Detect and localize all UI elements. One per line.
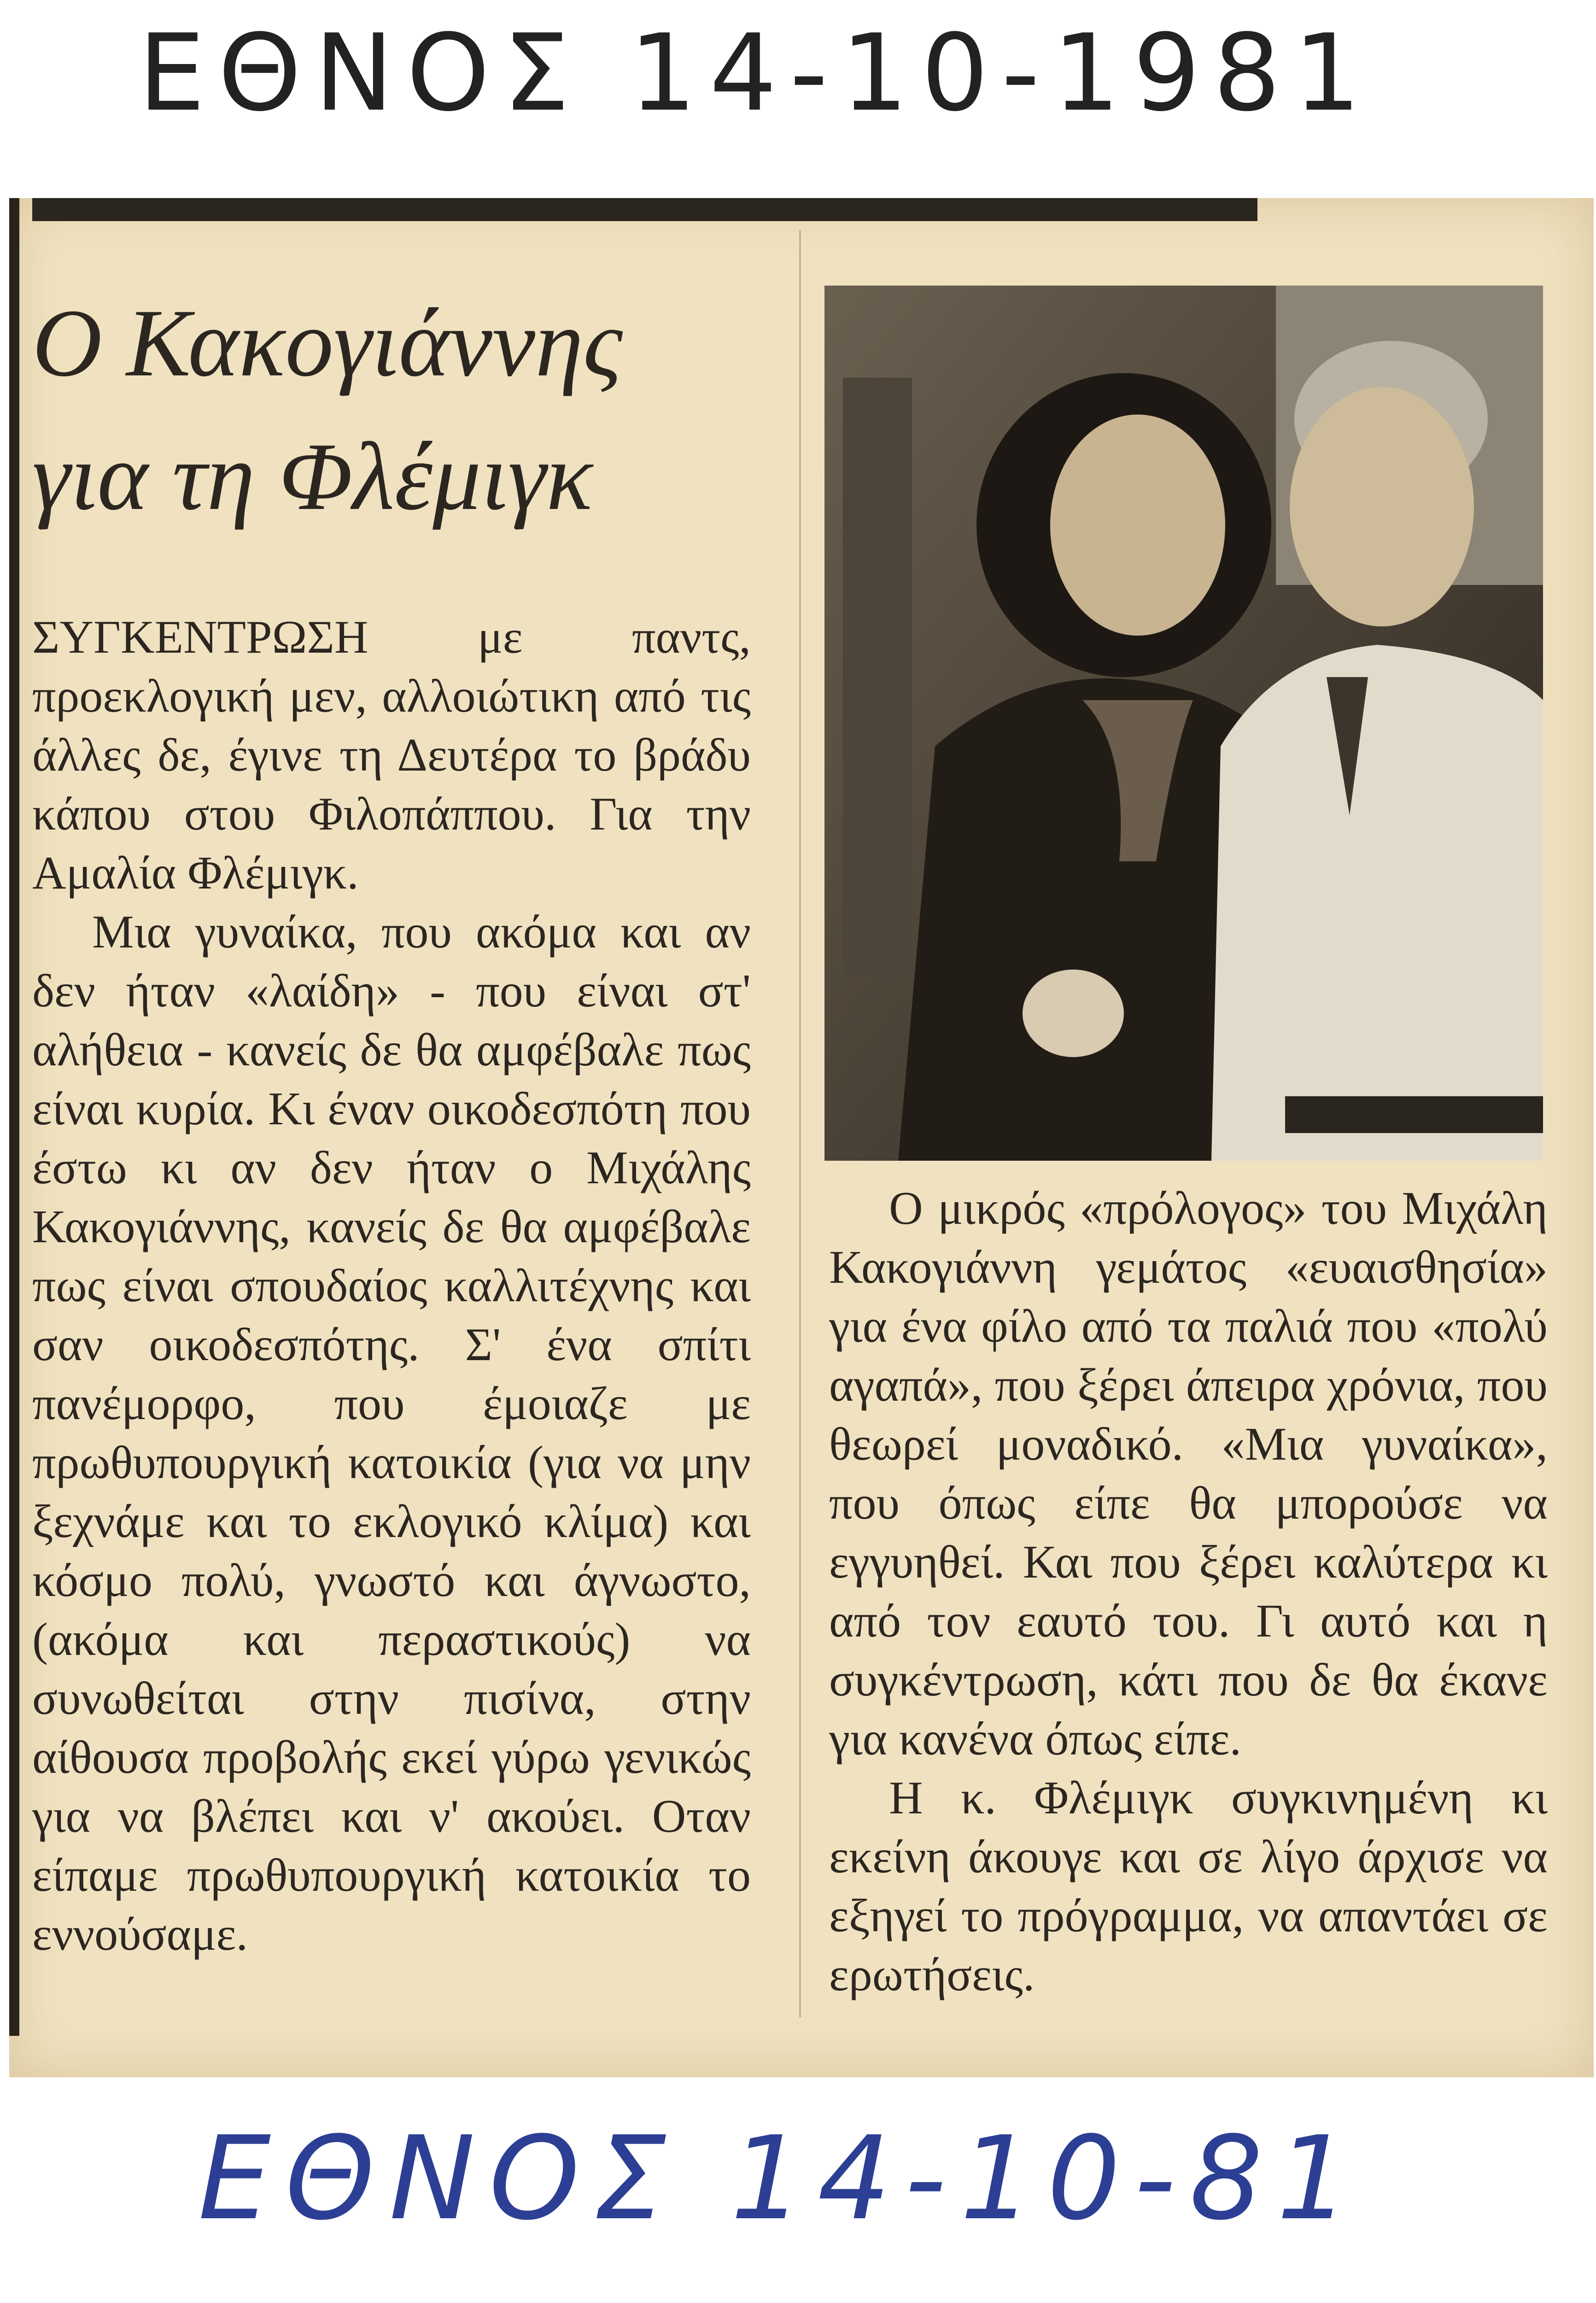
handwritten-source-date: ΕΘΝΟΣ 14-10-1981: [138, 12, 1374, 135]
article-right-column: [829, 1179, 1548, 2005]
header-rule: [32, 198, 1257, 221]
handwritten-source-date-bottom: ΕΘΝΟΣ 14-10-81: [198, 2111, 1364, 2245]
headline-line-2: για τη Φλέμιγκ: [32, 423, 593, 530]
column-divider: [799, 230, 801, 2017]
paragraph: Ο μικρός «πρόλογος» του Μιχάλη Κακογιάννη γεμάτος «ευαισθησία» για ένα φίλο από τα παλιά που «πολύ αγαπά», που ξέρει άπειρα χρόνια, που θεωρεί μοναδικό. «Μια γυναίκα», που όπως είπε θα μπορούσε να εγγυηθεί. Και που ξέρει καλύτερα κι από τον εαυτό του. Γι αυτό και η συγκέντρωση, κάτι που δε θα έκανε για κανένα όπως είπε.: [829, 1182, 1548, 1765]
article-photo: [824, 286, 1543, 1161]
clipping-edge: [9, 198, 19, 2036]
article-left-column: [32, 608, 751, 1964]
paragraph: Η κ. Φλέμιγκ συγκινημένη κι εκείνη άκουγε και σε λίγο άρχισε να εξηγεί το πρόγραμμα, να απαντάει σε ερωτήσεις.: [829, 1772, 1548, 2001]
headline-line-1: Ο Κακογιάννης: [32, 290, 623, 397]
article-headline: [32, 276, 792, 544]
photo-illustration: [824, 286, 1543, 1161]
paragraph: ΣΥΓΚΕΝΤΡΩΣΗ με παντς, προεκλογική μεν, αλλοιώτικη από τις άλλες δε, έγινε τη Δευτέρα το βράδυ κάπου στου Φιλοπάππου. Για την Αμαλία Φλέμιγκ.: [32, 611, 751, 899]
paragraph: Μια γυναίκα, που ακόμα και αν δεν ήταν «λαίδη» - που είναι στ' αλήθεια - κανείς δε θα αμφέβαλε πως είναι κυρία. Κι έναν οικοδεσπότη που έστω κι αν δεν ήταν ο Μιχάλης Κακογιάννης, κανείς δε θα αμφέβαλε πως είναι σπουδαίος καλλιτέχνης και σαν οικοδεσπότης. Σ' ένα σπίτι πανέμορφο, που έμοιαζε με πρωθυπουργική κατοικία (για να μην ξεχνάμε και το εκλογικό κλίμα) και κόσμο πολύ, γνωστό και άγνωστο, (ακόμα και περαστικούς) να συνωθείται στην πισίνα, στην αίθουσα προβολής εκεί γύρω γενικώς για να βλέπει και ν' ακούει. Οταν είπαμε πρωθυπουργική κατοικία το εννούσαμε.: [32, 906, 751, 1960]
